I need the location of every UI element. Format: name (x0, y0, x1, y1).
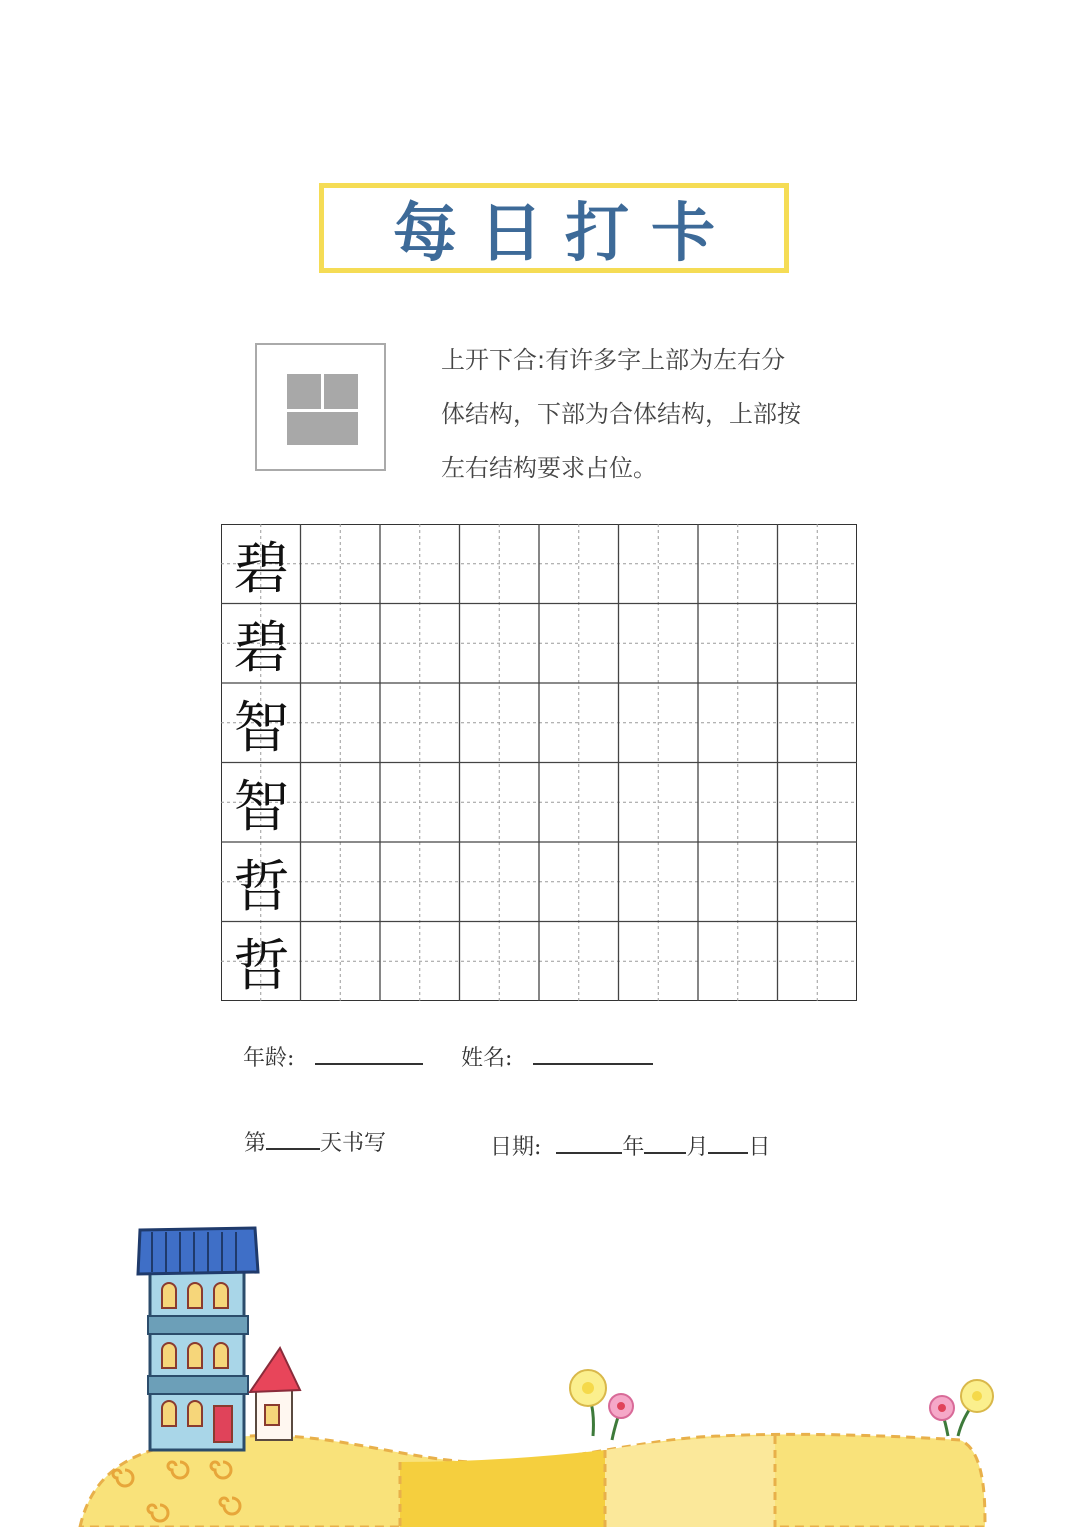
day-prefix: 第 (244, 1131, 267, 1156)
practice-character: 哲 (233, 854, 290, 920)
name-blank[interactable] (533, 1043, 653, 1065)
page-title: 每日打卡 (393, 197, 737, 271)
date-label: 日期: (490, 1135, 542, 1160)
day-suffix: 天书写 (320, 1131, 387, 1156)
hill-patch (605, 1436, 775, 1527)
top-left-block (287, 374, 321, 409)
title-frame (319, 183, 789, 273)
description-line: 上开下合:有许多字上部为左右分 (441, 346, 786, 374)
practice-character: 哲 (233, 934, 290, 1000)
age-blank[interactable] (315, 1043, 423, 1065)
bottom-block (287, 412, 358, 445)
date-field (490, 1130, 770, 1161)
age-label: 年龄: (243, 1046, 295, 1071)
top-right-block (324, 374, 358, 409)
practice-character: 碧 (233, 536, 290, 602)
tower-building (138, 1228, 258, 1450)
practice-character: 智 (233, 775, 290, 841)
month-label: 月 (686, 1135, 709, 1160)
decorative-scene (0, 1200, 1080, 1527)
year-blank[interactable] (556, 1132, 622, 1154)
small-house (250, 1348, 300, 1440)
name-field (461, 1041, 653, 1072)
name-label: 姓名: (461, 1046, 513, 1071)
practice-grid (221, 524, 857, 1001)
day-count-field (244, 1126, 386, 1157)
grid-lines (221, 524, 857, 1001)
structure-diagram-icon (255, 343, 386, 471)
day-count-blank[interactable] (266, 1128, 320, 1150)
practice-character: 智 (233, 695, 290, 761)
practice-character: 碧 (233, 616, 290, 682)
flowers-right (930, 1380, 993, 1436)
description-line: 体结构，下部为合体结构，上部按 (441, 400, 801, 428)
year-label: 年 (622, 1135, 645, 1160)
description-line: 左右结构要求占位。 (441, 454, 657, 482)
flowers-left (570, 1370, 633, 1440)
structure-description (441, 333, 861, 495)
month-blank[interactable] (644, 1132, 686, 1154)
day-blank[interactable] (708, 1132, 748, 1154)
day-label: 日 (748, 1135, 771, 1160)
age-field (243, 1041, 423, 1072)
